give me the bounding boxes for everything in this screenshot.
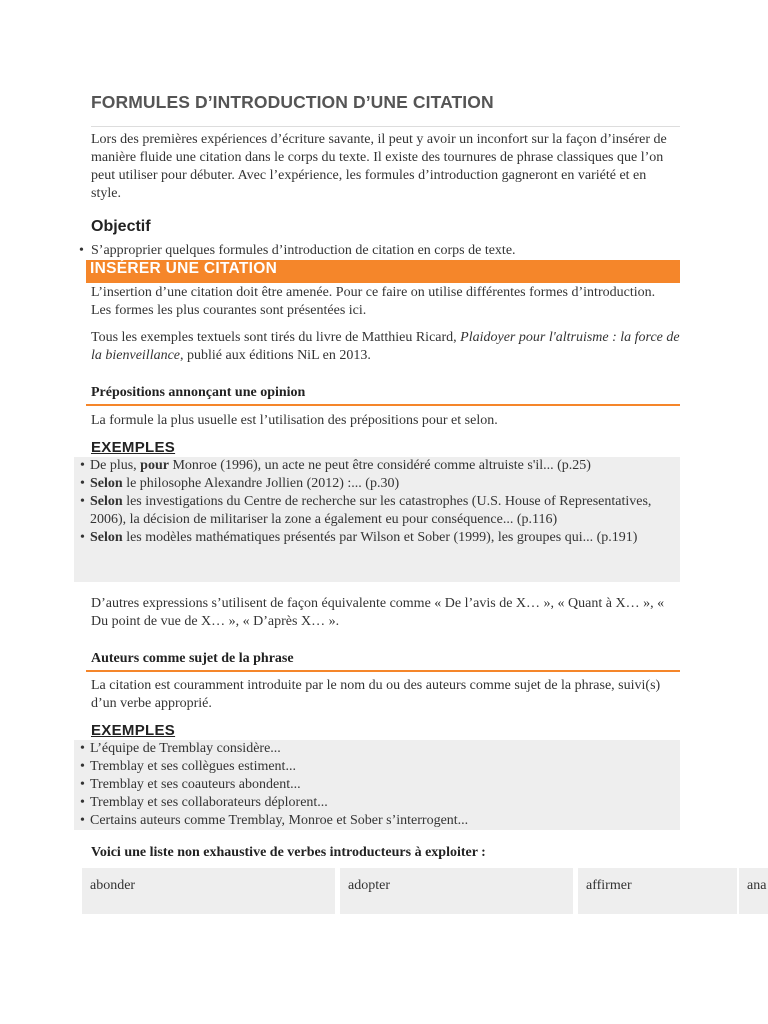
page-title: FORMULES D’INTRODUCTION D’UNE CITATION: [91, 92, 494, 112]
example-text: De plus,: [90, 458, 141, 473]
verb-cell: affirmer: [578, 868, 737, 914]
example-text: les investigations du Centre de recherche sur les catastrophes (U.S. House of Representatives, 2006), la décision de militariser la zone a également eu pour conséquence... (p.116): [90, 494, 652, 527]
list-item: • Tremblay et ses collègues estiment...: [78, 758, 676, 776]
example-text: le philosophe Alexandre Jollien (2012) :... (p.30): [122, 476, 400, 491]
title-divider: [91, 126, 680, 127]
list-item: • Certains auteurs comme Tremblay, Monroe et Sober s’interrogent...: [78, 812, 676, 830]
examples-label: EXEMPLES: [91, 722, 176, 739]
verb-cell: abonder: [82, 868, 335, 914]
section-paragraph: L’insertion d’une citation doit être amenée. Pour ce faire on utilise différentes formes d’introduction. Les formes les plus courantes sont présentées ici.: [91, 285, 656, 318]
example-keyword: Selon: [90, 476, 123, 491]
auteurs-heading: Auteurs comme sujet de la phrase: [91, 651, 294, 666]
source-text-end: , publié aux éditions NiL en 2013.: [180, 348, 371, 363]
list-item: • L’équipe de Tremblay considère...: [78, 740, 676, 758]
prepositions-text: La formule la plus usuelle est l’utilisation des prépositions pour et selon.: [91, 413, 498, 428]
list-item: [78, 457, 676, 475]
list-item: • Tremblay et ses coauteurs abondent...: [78, 776, 676, 794]
auteurs-examples-list: [78, 740, 676, 830]
source-paragraph: [91, 329, 681, 365]
objectif-heading: Objectif: [91, 218, 151, 235]
example-text: les modèles mathématiques présentés par Wilson et Sober (1999), les groupes qui... (p.191): [122, 530, 638, 545]
example-keyword: Selon: [90, 494, 123, 509]
objectif-list: [77, 242, 677, 260]
prepositions-heading: Prépositions annonçant une opinion: [91, 385, 306, 400]
examples-label: EXEMPLES: [91, 439, 176, 456]
verb-cell: adopter: [340, 868, 573, 914]
list-item: [78, 493, 655, 529]
prepositions-examples-box: [74, 457, 680, 582]
example-text: Monroe (1996), un acte ne peut être considéré comme altruiste s'il... (p.25): [168, 458, 591, 473]
section-banner: [86, 260, 680, 283]
auteurs-examples-box: [74, 740, 680, 830]
list-item: [78, 475, 676, 493]
example-keyword: pour: [140, 458, 169, 473]
source-text-start: Tous les exemples textuels sont tirés du livre de Matthieu Ricard,: [91, 330, 457, 345]
auteurs-text: La citation est couramment introduite par le nom du ou des auteurs comme sujet de la phrase, suivi(s) d’un verbe approprié.: [91, 678, 661, 711]
verb-cell: ana: [739, 868, 768, 914]
section-banner-title: INSÉRER UNE CITATION: [90, 260, 278, 277]
list-item: • S’approprier quelques formules d’introduction de citation en corps de texte.: [77, 242, 677, 260]
list-item: • Tremblay et ses collaborateurs déplorent...: [78, 794, 676, 812]
verbs-heading: Voici une liste non exhaustive de verbes introducteurs à exploiter :: [91, 845, 486, 860]
equivalent-expressions: D’autres expressions s’utilisent de façon équivalente comme « De l’avis de X… », « Quant à X… », « Du point de vue de X… », « D’après X… ».: [91, 596, 665, 629]
intro-paragraph: Lors des premières expériences d’écriture savante, il peut y avoir un inconfort sur la façon d’insérer de manière fluide une citation dans le corps du texte. Il existe des tournures de phrase classiques que l’on peut utiliser pour débuter. Avec l’expérience, les formules d’introduction gagneront en variété et en style.: [91, 132, 667, 201]
auteurs-divider: [86, 670, 680, 672]
book-title: Plaidoyer pour l'altruisme : la force de la bienveillance: [91, 330, 680, 363]
prepositions-divider: [86, 404, 680, 406]
verbs-table-row: [82, 868, 768, 914]
prepositions-examples-list: [78, 457, 676, 547]
example-keyword: Selon: [90, 530, 123, 545]
list-item: [78, 529, 655, 547]
